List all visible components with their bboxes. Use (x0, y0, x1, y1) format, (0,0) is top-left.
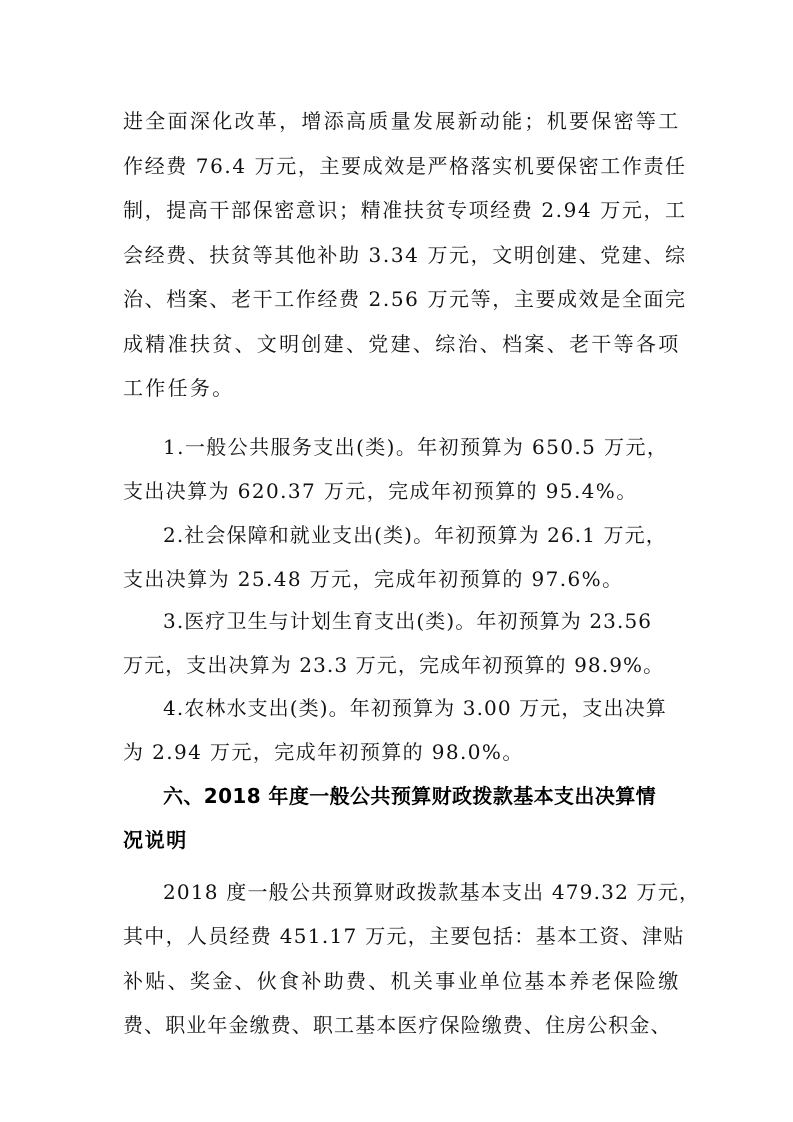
text-line: 补贴、奖金、伙食补助费、机关事业单位基本养老保险缴 (123, 969, 681, 993)
text-line: 成精准扶贫、文明创建、党建、综治、档案、老干等各项 (123, 332, 681, 356)
text-line: 4.农林水支出(类)。年初预算为 3.00 万元，支出决算 (163, 696, 667, 720)
text-line: 2018 度一般公共预算财政拨款基本支出 479.32 万元， (163, 880, 701, 904)
text-line: 进全面深化改革，增添高质量发展新动能；机要保密等工 (123, 109, 681, 133)
text-line: 工作任务。 (123, 376, 235, 400)
text-line: 2.社会保障和就业支出(类)。年初预算为 26.1 万元， (163, 523, 667, 547)
text-line: 费、职业年金缴费、职工基本医疗保险缴费、住房公积金、 (123, 1013, 672, 1037)
text-line: 为 2.94 万元，完成年初预算的 98.0%。 (123, 740, 524, 764)
text-line: 会经费、扶贫等其他补助 3.34 万元，文明创建、党建、综 (123, 243, 687, 267)
heading-line: 六、2018 年度一般公共预算财政拨款基本支出决算情 (163, 784, 657, 808)
text-line: 1.一般公共服务支出(类)。年初预算为 650.5 万元， (163, 435, 669, 459)
text-line: 作经费 76.4 万元，主要成效是严格落实机要保密工作责任 (123, 154, 687, 178)
text-line: 其中，人员经费 451.17 万元，主要包括：基本工资、津贴 (123, 924, 685, 948)
text-line: 制，提高干部保密意识；精准扶贫专项经费 2.94 万元，工 (123, 198, 687, 222)
text-line: 万元，支出决算为 23.3 万元，完成年初预算的 98.9%。 (123, 653, 665, 677)
text-line: 支出决算为 25.48 万元，完成年初预算的 97.6%。 (123, 567, 624, 591)
text-line: 支出决算为 620.37 万元，完成年初预算的 95.4%。 (123, 479, 638, 503)
text-line: 治、档案、老干工作经费 2.56 万元等，主要成效是全面完 (123, 287, 687, 311)
text-line: 3.医疗卫生与计划生育支出(类)。年初预算为 23.56 (163, 609, 653, 633)
heading-line: 况说明 (123, 828, 188, 852)
